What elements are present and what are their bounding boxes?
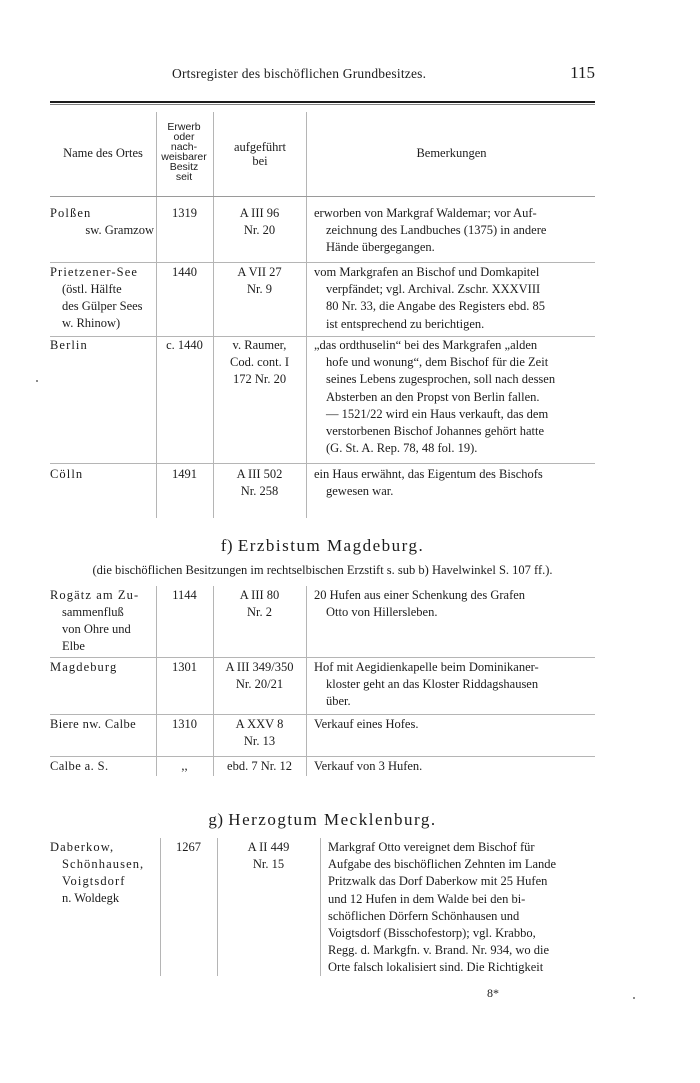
column-divider [156, 586, 157, 776]
remark-line: verstorbenen Bischof Johannes gehört hatte [326, 424, 544, 439]
place-name: Berlin [50, 338, 88, 352]
remark-line: hofe und wonung“, dem Bischof für die Zeit [326, 355, 549, 370]
running-title: Ortsregister des bischöflichen Grundbesitzes. [172, 66, 427, 81]
section-letter: f) [220, 536, 234, 555]
place-name: Daberkow, [50, 840, 115, 854]
remark [328, 839, 590, 977]
row-divider [50, 714, 595, 715]
col-head-aufgefuehrt-line: bei [252, 154, 268, 168]
remark-line: Markgraf Otto vereignet dem Bischof für [328, 840, 535, 854]
place-detail [50, 222, 154, 239]
place-name: Cölln [50, 467, 84, 481]
place-detail-line: Schönhausen, [62, 857, 145, 871]
section-note: (die bischöflichen Besitzungen im rechtselbischen Erzstift s. sub b) Havelwinkel S. 107 ff.). [92, 563, 553, 577]
place-detail-line: n. Woldegk [62, 891, 120, 906]
remark [314, 659, 595, 711]
row-divider [50, 262, 595, 263]
remark-line: Voigtsdorf (Bisschofestorp); vgl. Krabbo, [328, 926, 536, 941]
remark-line: kloster geht an das Kloster Riddagshausen [326, 677, 539, 692]
remark-line: Verkauf eines Hofes. [314, 717, 419, 731]
remark [314, 466, 595, 500]
place-detail-line: von Ohre und [62, 622, 131, 637]
remark-line: erworben von Markgraf Waldemar; vor Auf- [314, 206, 537, 220]
remark [314, 587, 595, 621]
remark-line: Regg. d. Markgfn. v. Brand. Nr. 934, wo die [328, 943, 550, 958]
remark-line: Hände übergegangen. [326, 240, 435, 255]
year: 1267 [176, 840, 201, 854]
row-divider [50, 196, 595, 197]
reference [213, 758, 306, 775]
remark-line: 20 Hufen aus einer Schenkung des Grafen [314, 588, 526, 602]
remark-line: „das ordthuselin“ bei des Markgrafen „alden [314, 338, 538, 352]
place-name: Biere nw. Calbe [50, 717, 137, 731]
place-name: Prietzener-See [50, 265, 139, 279]
year: 1301 [172, 660, 197, 674]
section-heading-f [50, 536, 595, 556]
remark-line: zeichnung des Landbuches (1375) in andere [326, 223, 547, 238]
table-head-rule [50, 104, 595, 105]
scan-speck [633, 997, 635, 999]
scan-speck [36, 380, 38, 382]
remark-line: (G. St. A. Rep. 78, 48 fol. 19). [326, 441, 478, 456]
remark-line: — 1521/22 wird ein Haus verkauft, das dem [326, 406, 549, 421]
section-heading-g [50, 810, 595, 830]
remark-line: 80 Nr. 33, die Angabe des Registers ebd. 85 [326, 299, 546, 314]
col-head-erwerb-line: Erwerb [167, 121, 201, 133]
reference [213, 659, 306, 693]
remark-line: Hof mit Aegidienkapelle beim Dominikaner- [314, 660, 539, 674]
remark-line: und 12 Hufen in dem Walde bei den bi- [328, 891, 526, 906]
row-divider [50, 756, 595, 757]
reference [213, 466, 306, 500]
column-divider [306, 112, 307, 518]
place-detail-line: Voigtsdorf [62, 874, 126, 889]
column-divider [320, 838, 321, 976]
remark-line: Pritzwalk das Dorf Daberkow mit 25 Hufen [328, 874, 548, 889]
place-name: Magdeburg [50, 660, 118, 674]
column-divider [156, 112, 157, 518]
header-rule [50, 101, 595, 103]
year: 1310 [172, 717, 197, 731]
remark [314, 205, 595, 257]
col-head-erwerb-line: oder [173, 131, 195, 143]
reference-line: A II 449 [247, 840, 290, 854]
remark [314, 758, 595, 775]
remark [314, 264, 595, 333]
col-head-name: Name des Ortes [63, 146, 143, 160]
place-detail [62, 604, 131, 656]
year: 1440 [172, 265, 197, 279]
reference-line: Nr. 20/21 [235, 677, 284, 692]
col-head-erwerb-line: seit [175, 171, 193, 183]
reference [213, 716, 306, 750]
remark-line: ein Haus erwähnt, das Eigentum des Bischofs [314, 467, 543, 481]
reference [213, 264, 306, 298]
remark-line: ist entsprechend zu berichtigen. [326, 316, 485, 331]
section-title: Herzogtum Mecklenburg. [228, 810, 437, 829]
reference-line: Cod. cont. I [229, 355, 290, 370]
col-head-erwerb-line: nach- [170, 141, 198, 153]
place-detail-line: sw. Gramzow [85, 223, 154, 237]
remark-line: Aufgabe des bischöflichen Zehnten im Lande [328, 857, 557, 872]
reference [213, 587, 306, 621]
remark-line: gewesen war. [326, 484, 394, 499]
remark [314, 337, 595, 457]
reference-line: Nr. 9 [247, 282, 272, 297]
remark-line: Otto von Hillersleben. [326, 605, 438, 620]
reference-line: A VII 27 [237, 265, 282, 279]
col-head-erwerb-line: weisbarer [161, 151, 207, 163]
reference-line: v. Raumer, [232, 338, 287, 352]
reference-line: ebd. 7 Nr. 12 [227, 759, 292, 773]
reference-line: A III 80 [239, 588, 280, 602]
reference-line: Nr. 15 [252, 857, 285, 872]
remark-line: schöflichen Dörfern Schönhausen und [328, 908, 520, 923]
remark-line: Orte falsch lokalisiert sind. Die Richtigkeit [328, 960, 544, 975]
section-letter: g) [208, 810, 224, 829]
page-number: 115 [570, 63, 595, 82]
remark-line: seines Lebens zugesprochen, soll nach dessen [326, 372, 556, 387]
reference [213, 337, 306, 389]
remark-line: vom Markgrafen an Bischof und Domkapitel [314, 265, 540, 279]
remark-line: über. [326, 694, 351, 709]
reference-line: Nr. 13 [243, 734, 276, 749]
place-detail-line: (östl. Hälfte [62, 282, 122, 296]
reference-line: Nr. 20 [243, 223, 276, 238]
place-name: Rogätz am Zu- [50, 588, 140, 602]
place-name: Polßen [50, 206, 92, 220]
running-head [50, 62, 595, 86]
place-detail-line: des Gülper Sees [62, 299, 143, 314]
col-head-erwerb [156, 122, 212, 182]
reference-line: A III 96 [239, 206, 280, 220]
place-detail-line: w. Rhinow) [62, 316, 121, 331]
place-name: Calbe a. S. [50, 759, 109, 773]
remark-line: Absterben an den Propst von Berlin fallen. [326, 389, 540, 404]
place-detail [62, 856, 144, 908]
year: c. 1440 [166, 338, 203, 352]
col-head-aufgefuehrt [214, 140, 306, 168]
year: 1319 [172, 206, 197, 220]
reference-line: A III 502 [236, 467, 283, 481]
col-head-bemerkungen: Bemerkungen [416, 146, 487, 160]
place-detail-line: Elbe [62, 639, 85, 654]
row-divider [50, 657, 595, 658]
year: 1491 [172, 467, 197, 481]
column-divider [306, 586, 307, 776]
column-divider [213, 112, 214, 518]
place-detail [62, 281, 143, 333]
remark-line: verpfändet; vgl. Archival. Zschr. XXXVIII [326, 282, 541, 297]
signature-mark: 8* [487, 986, 499, 1000]
row-divider [50, 463, 595, 464]
col-head-aufgefuehrt-line: aufgeführt [233, 140, 287, 154]
reference [217, 839, 320, 873]
section-title: Erzbistum Magdeburg. [237, 536, 425, 555]
reference-line: A XXV 8 [235, 717, 284, 731]
remark [314, 716, 595, 733]
place-detail-line: sammenfluß [62, 605, 124, 619]
reference-line: Nr. 258 [240, 484, 279, 499]
reference-line: A III 349/350 [225, 660, 294, 674]
reference-line: 172 Nr. 20 [232, 372, 287, 387]
year: ,, [181, 759, 188, 773]
remark-line: Verkauf von 3 Hufen. [314, 759, 423, 773]
reference-line: Nr. 2 [247, 605, 272, 620]
reference [213, 205, 306, 239]
column-divider [160, 838, 161, 976]
col-head-erwerb-line: Besitz [169, 161, 199, 173]
year: 1144 [172, 588, 197, 602]
